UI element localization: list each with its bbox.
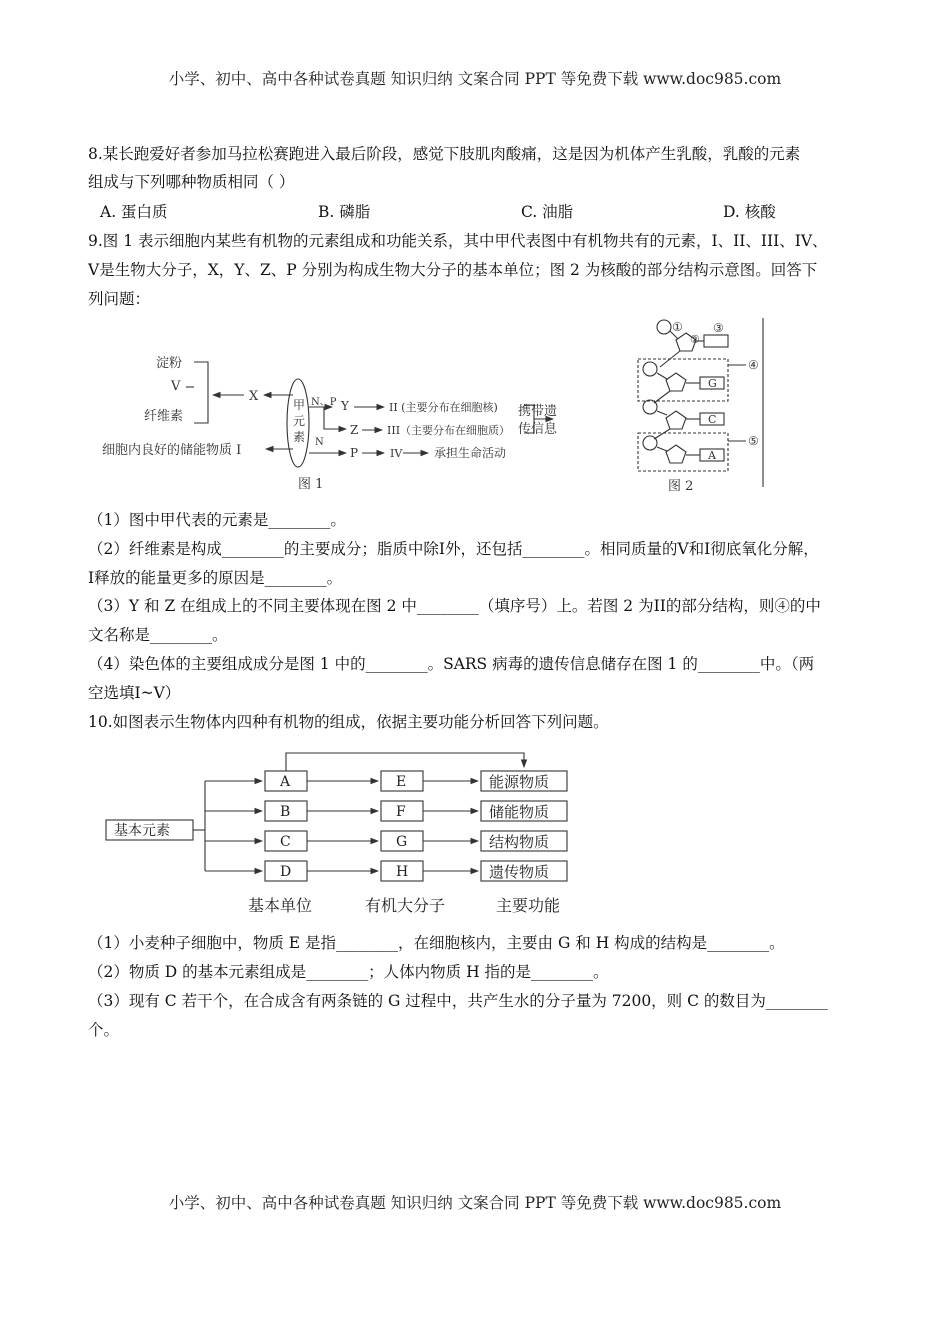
fig2-label-1: ① (672, 320, 683, 334)
fig2-label-3: ③ (713, 321, 724, 335)
fig2-label-4: ④ (748, 358, 759, 372)
fig1-caption: 图 1 (298, 477, 324, 492)
q8-option-d: D. 核酸 (723, 203, 776, 221)
q9-sub4-line2: 空选填I~V） (88, 684, 181, 702)
q10-sub3-line1: （3）现有 C 若干个，在合成含有两条链的 G 过程中，共产生水的分子量为 7200，则 C 的数目为________ (88, 992, 828, 1010)
macro-h-label: H (396, 864, 409, 880)
fig1-carry-2: 传信息 (518, 422, 558, 437)
fig1-p: P (350, 446, 359, 460)
q9-sub4-line1: （4）染色体的主要组成成分是图 1 中的________。SARS 病毒的遗传信息储存在图 1 的________中。（两 (88, 655, 815, 673)
fig1-element-1: 甲 (293, 398, 306, 412)
q8-option-c: C. 油脂 (521, 203, 574, 221)
q10-sub1: （1）小麦种子细胞中，物质 E 是指________，在细胞核内，主要由 G 和 H 构成的结构是________。 (88, 934, 785, 952)
fig2-label-5: ⑤ (748, 434, 759, 448)
macro-g-label: G (396, 834, 408, 850)
unit-a-label: A (280, 774, 291, 790)
page-footer: 小学、初中、高中各种试卷真题 知识归纳 文案合同 PPT 等免费下载 www.doc985.com (168, 1194, 782, 1212)
fig1-starch: 淀粉 (156, 356, 183, 371)
fig1-y: Y (341, 399, 349, 413)
basic-elements-label: 基本元素 (114, 823, 170, 839)
fig2-label-2: ② (690, 333, 700, 346)
fig1-iv: IV (390, 447, 403, 460)
col-label-functions: 主要功能 (496, 896, 561, 915)
unit-b-label: B (280, 804, 291, 820)
fig2-phosphate (657, 320, 671, 334)
fig1-n: N (315, 437, 324, 448)
q8-stem-line2: 组成与下列哪种物质相同（ ） (88, 173, 295, 191)
fig1-np: N、P (311, 397, 337, 408)
q8-option-b: B. 磷脂 (318, 203, 371, 221)
fig2-base-g-label: G (708, 377, 717, 390)
q9-sub2-line1: （2）纤维素是构成________的主要成分；脂质中除I外，还包括________。相同质量的V和I彻底氧化分解， (88, 540, 819, 558)
unit-c-label: C (280, 834, 291, 850)
fig2-base-a-label: A (708, 449, 716, 462)
top-feedback-arrow (286, 753, 524, 771)
function-energy-label: 能源物质 (489, 773, 550, 791)
q8-option-a: A. 蛋白质 (100, 203, 168, 221)
fig1-function: 承担生命活动 (434, 446, 507, 460)
figure-2-nucleic-acid (630, 315, 780, 495)
fig1-z: Z (350, 423, 359, 437)
fig1-element-2: 元 (293, 414, 306, 428)
q10-stem: 10.如图表示生物体内四种有机物的组成，依据主要功能分析回答下列问题。 (88, 713, 609, 731)
q8-stem-line1: 8.某长跑爱好者参加马拉松赛跑进入最后阶段，感觉下肢肌肉酸痛，这是因为机体产生乳酸，乳酸的元素 (88, 145, 801, 163)
fig2-caption: 图 2 (668, 479, 694, 494)
col-label-units: 基本单位 (248, 896, 313, 915)
fig1-carry-1: 携带遗 (518, 404, 558, 419)
fig1-x: X (249, 389, 259, 404)
fig1-iii: III（主要分布在细胞质） (387, 424, 511, 437)
q10-sub3-line2: 个。 (88, 1021, 120, 1039)
function-structure-label: 结构物质 (489, 833, 550, 851)
q9-sub3-line1: （3）Y 和 Z 在组成上的不同主要体现在图 2 中________（填序号）上。若图 2 为II的部分结构，则④的中 (88, 597, 821, 615)
fig1-bracket (194, 362, 208, 423)
figure-1-diagram (98, 345, 558, 495)
figure-organic-matter-diagram (100, 745, 580, 920)
fig1-ii: II (主要分布在细胞核) (389, 401, 498, 414)
function-genetic-label: 遗传物质 (489, 863, 550, 881)
macro-f-label: F (396, 804, 406, 820)
q9-sub3-line2: 文名称是________。 (88, 626, 228, 644)
fig1-v: V (171, 379, 181, 394)
macro-e-label: E (396, 774, 407, 790)
fig1-element-3: 素 (293, 430, 306, 444)
fig2-base-c-label: C (708, 413, 717, 426)
q10-sub2: （2）物质 D 的基本元素组成是________；人体内物质 H 指的是________。 (88, 963, 609, 981)
q9-stem-line2: V是生物大分子，X，Y、Z、P 分别为构成生物大分子的基本单位；图 2 为核酸的部分结构示意图。回答下 (88, 261, 818, 279)
q9-sub2-line2: I释放的能量更多的原因是________。 (88, 569, 343, 587)
unit-d-label: D (280, 864, 292, 880)
q9-stem-line1: 9.图 1 表示细胞内某些有机物的元素组成和功能关系，其中甲代表图中有机物共有的元素，I、II、III、IV、 (88, 232, 828, 250)
q9-stem-line3: 列问题： (88, 290, 151, 308)
q9-sub1: （1）图中甲代表的元素是________。 (88, 511, 346, 529)
col-label-macros: 有机大分子 (365, 896, 446, 915)
fig2-base-box (704, 335, 728, 347)
fig1-storage: 细胞内良好的储能物质 I (102, 443, 242, 458)
page-header: 小学、初中、高中各种试卷真题 知识归纳 文案合同 PPT 等免费下载 www.doc985.com (168, 70, 782, 88)
fig1-cellulose: 纤维素 (144, 409, 184, 424)
function-storage-label: 储能物质 (489, 803, 550, 821)
